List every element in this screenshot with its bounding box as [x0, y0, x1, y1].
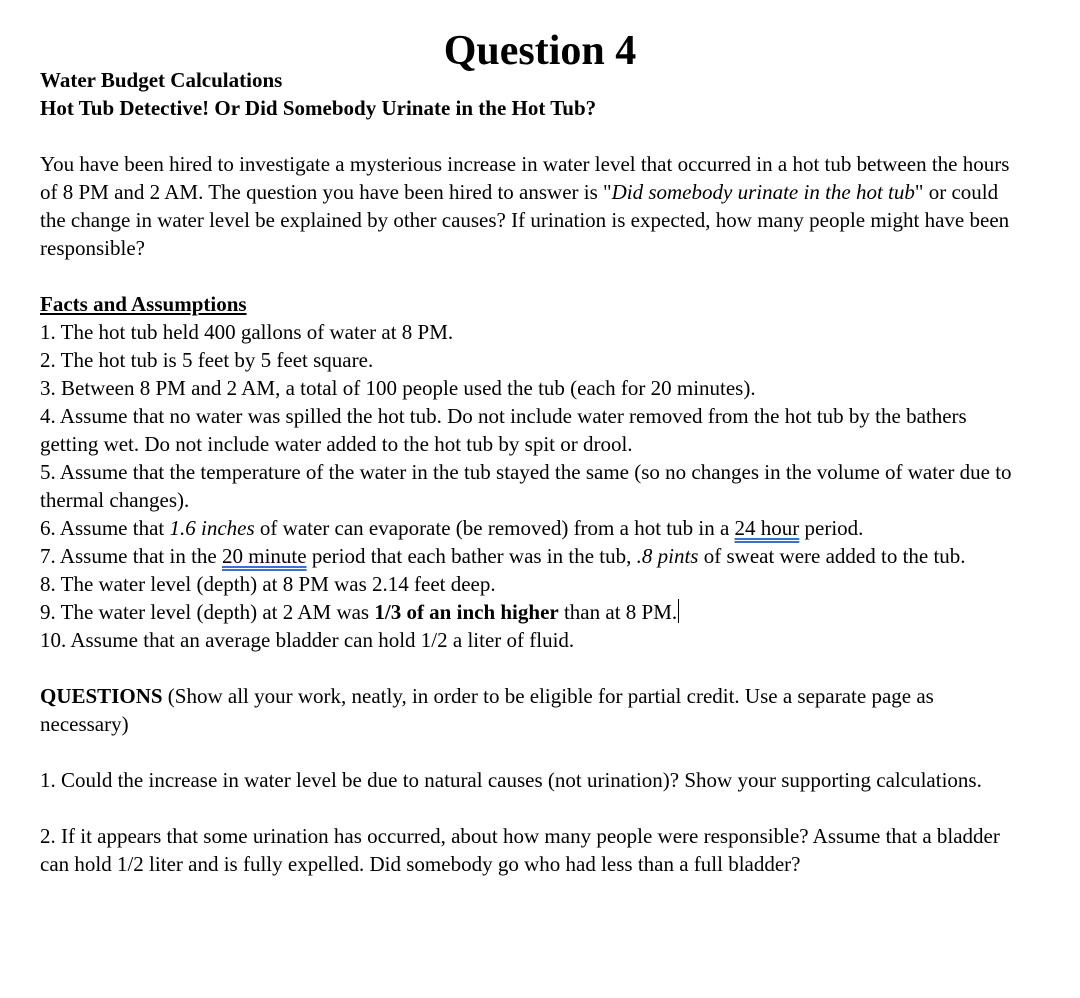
- fact-6-underlined: 24 hour: [734, 516, 800, 540]
- title-line-2: Hot Tub Detective! Or Did Somebody Urinate in the Hot Tub?: [40, 96, 597, 120]
- fact-7-italic: .8 pints: [636, 544, 699, 568]
- fact-6-italic: 1.6 inches: [169, 516, 255, 540]
- fact-item-9: [40, 598, 1020, 626]
- fact-item-1: 1. The hot tub held 400 gallons of water at 8 PM.: [40, 320, 454, 344]
- fact-item-3: 3. Between 8 PM and 2 AM, a total of 100 people used the tub (each for 20 minutes).: [40, 376, 756, 400]
- intro-paragraph: [40, 150, 1020, 262]
- fact-9-text-a: 9. The water level (depth) at 2 AM was: [40, 600, 375, 624]
- spacer: [40, 794, 1020, 822]
- question-number: Question 4: [443, 28, 637, 74]
- fact-item-5: 5. Assume that the temperature of the water in the tub stayed the same (so no changes in the volume of water due to thermal changes).: [40, 460, 1012, 512]
- fact-7-text-c: of sweat were added to the tub.: [698, 544, 966, 568]
- fact-item-8: 8. The water level (depth) at 8 PM was 2.14 feet deep.: [40, 572, 496, 596]
- fact-item-10: 10. Assume that an average bladder can hold 1/2 a liter of fluid.: [40, 628, 575, 652]
- fact-6-text-b: of water can evaporate (be removed) from a hot tub in a: [254, 516, 735, 540]
- fact-item-4: 4. Assume that no water was spilled the hot tub. Do not include water removed from the hot tub by the bathers getting wet. Do not include water added to the hot tub by spit or drool.: [40, 404, 967, 456]
- facts-heading: Facts and Assumptions: [40, 292, 247, 316]
- fact-9-text-b: than at 8 PM.: [558, 600, 678, 624]
- fact-6-text-c: period.: [799, 516, 864, 540]
- question-2: 2. If it appears that some urination has occurred, about how many people were responsible? Assume that a bladder can hold 1/2 liter and is fully expelled. Did somebody go who had less than a full bladder?: [40, 824, 1000, 876]
- intro-italic: Did somebody urinate in the hot tub: [611, 180, 915, 204]
- spacer: [40, 738, 1020, 766]
- questions-note: (Show all your work, neatly, in order to be eligible for partial credit. Use a separate page as necessary): [40, 684, 934, 736]
- fact-item-6: [40, 514, 1020, 542]
- question-1: 1. Could the increase in water level be due to natural causes (not urination)? Show your supporting calculations.: [40, 768, 982, 792]
- spacer: [40, 262, 1020, 290]
- fact-7-text-a: 7. Assume that in the: [40, 544, 222, 568]
- fact-item-2: 2. The hot tub is 5 feet by 5 feet square.: [40, 348, 374, 372]
- fact-9-bold: 1/3 of an inch higher: [374, 600, 559, 624]
- intro-text-1: You have been hired to investigate a mysterious increase in water level that occurred in a hot tub between the hours of 8 PM and 2 AM. The question you have been hired to answer is ": [40, 152, 1010, 204]
- fact-7-text-b: period that each bather was in the tub,: [306, 544, 637, 568]
- questions-heading: QUESTIONS: [40, 684, 163, 708]
- fact-6-text-a: 6. Assume that: [40, 516, 170, 540]
- title-line-1: Water Budget Calculations: [40, 68, 283, 92]
- questions-intro: [40, 682, 1020, 738]
- fact-7-underlined: 20 minute: [222, 544, 307, 568]
- intro-text-2: " or could the change in water level be explained by other causes? If urination is expected, how many people might have been responsible?: [40, 180, 1010, 260]
- fact-item-7: [40, 542, 1020, 570]
- text-cursor: [678, 599, 679, 623]
- spacer: [40, 654, 1020, 682]
- facts-list: [40, 318, 1020, 654]
- spacer: [40, 122, 1020, 150]
